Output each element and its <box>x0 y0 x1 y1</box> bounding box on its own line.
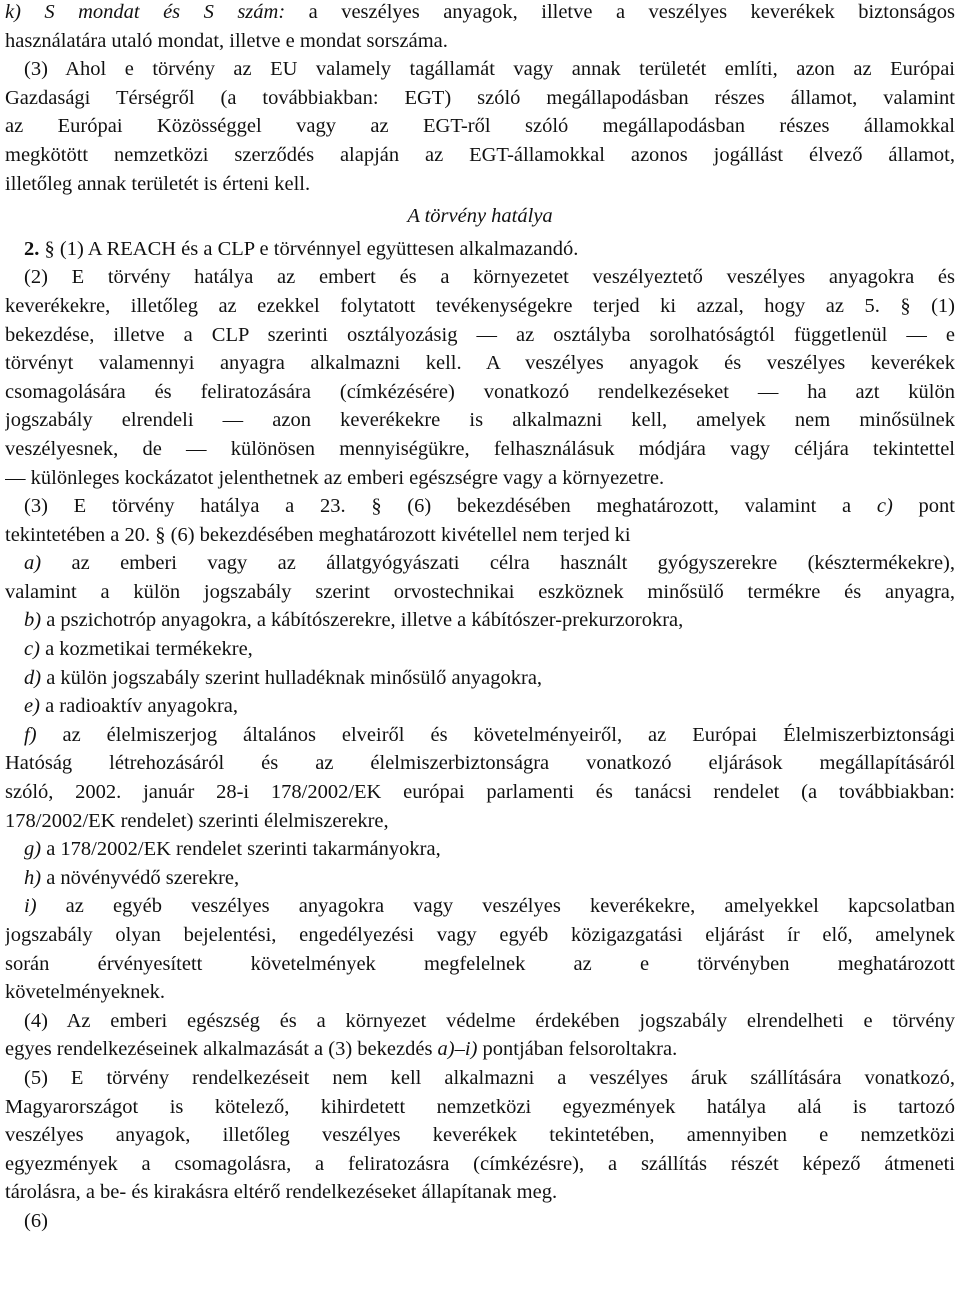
text-segment: (6) <box>24 1209 48 1232</box>
text-line <box>5 807 955 836</box>
text-segment: az élelmiszerjog általános elveiről és követelményeiről, az Európai Élelmiszerbiztonsági <box>36 723 955 746</box>
text-line <box>5 1093 955 1122</box>
text-line <box>5 950 955 979</box>
text-segment: 178/2002/EK rendelet) szerinti élelmiszerekre, <box>5 809 389 832</box>
text-line <box>5 692 955 721</box>
text-line <box>5 55 955 84</box>
text-line <box>5 635 955 664</box>
text-line <box>5 235 955 264</box>
section-heading <box>5 202 955 231</box>
text-line <box>5 464 955 493</box>
text-segment: Magyarországot is kötelező, kihirdetett nemzetközi egyezmények hatálya alá is tartozó <box>5 1095 955 1118</box>
text-segment: illetőleg annak területét is érteni kell. <box>5 172 311 195</box>
text-line <box>5 892 955 921</box>
text-segment: a 178/2002/EK rendelet szerinti takarmányokra, <box>41 838 441 861</box>
text-segment: veszélyesnek, de — különösen mennyiségükre, felhasználásuk módjára vagy céljára tekintettel <box>5 437 955 460</box>
text-segment: (3) Ahol e törvény az EU valamely tagállamát vagy annak területét említi, azon az Európai <box>24 58 955 81</box>
text-segment: e) <box>24 695 40 718</box>
text-segment: (4) Az emberi egészség és a környezet védelme érdekében jogszabály elrendelheti e törvény <box>24 1009 955 1032</box>
text-segment: (3) E törvény hatálya a 23. § (6) bekezdésében meghatározott, valamint a <box>24 495 877 518</box>
text-segment: jogszabály elrendeli — azon keverékekre is alkalmazni kell, amelyek nem minősülnek <box>5 409 955 432</box>
text-line <box>5 263 955 292</box>
text-line <box>5 778 955 807</box>
text-segment: pontjában felsoroltakra. <box>477 1038 678 1061</box>
text-segment: (5) E törvény rendelkezéseit nem kell alkalmazni a veszélyes áruk szállítására vonatkozó, <box>24 1066 955 1089</box>
text-segment: g) <box>24 838 42 861</box>
text-segment: c) <box>24 638 40 661</box>
text-segment: § (1) A REACH és a CLP e törvénnyel együttesen alkalmazandó. <box>39 237 579 260</box>
text-segment: Hatóság létrehozásáról és az élelmiszerbiztonságra vonatkozó eljárások megállapításáról <box>5 752 955 775</box>
text-line <box>5 606 955 635</box>
text-line <box>5 1178 955 1207</box>
text-segment: Gazdasági Térségről (a továbbiakban: EGT) szóló megállapodásban részes államot, valamint <box>5 86 955 109</box>
text-line <box>5 321 955 350</box>
text-segment: a pszichotróp anyagokra, a kábítószerekre, illetve a kábítószer-prekurzorokra, <box>41 609 684 632</box>
text-line <box>5 549 955 578</box>
text-line <box>5 1121 955 1150</box>
text-line <box>5 349 955 378</box>
text-segment: A törvény hatálya <box>407 205 553 228</box>
text-line <box>5 578 955 607</box>
text-line <box>5 435 955 464</box>
text-segment: tekintetében a 20. § (6) bekezdésében meghatározott kivétellel nem terjed ki <box>5 523 631 546</box>
text-segment: követelményeknek. <box>5 981 165 1004</box>
text-segment: használatára utaló mondat, illetve e mondat sorszáma. <box>5 29 448 52</box>
text-segment: — különleges kockázatot jelenthetnek az emberi egészségre vagy a környezetre. <box>5 466 665 489</box>
text-segment: veszélyes anyagok, illetőleg veszélyes keverékek tekintetében, amennyiben e nemzetközi <box>5 1124 955 1147</box>
text-segment: az egyéb veszélyes anyagokra vagy veszélyes keverékekre, amelyekkel kapcsolatban <box>36 895 955 918</box>
text-segment: az emberi vagy az állatgyógyászati célra használt gyógyszerekre (késztermékekre), <box>41 552 955 575</box>
text-line <box>5 978 955 1007</box>
text-segment: c) <box>876 495 893 518</box>
text-segment: bekezdése, illetve a CLP szerinti osztályozásig — az osztályba sorolhatóságtól függetlenül — e <box>5 323 955 346</box>
text-segment: megkötött nemzetközi szerződés alapján az EGT-államokkal azonos jogállást élvező államot, <box>5 143 955 166</box>
text-segment: a külön jogszabály szerint hulladéknak minősülő anyagokra, <box>41 666 543 689</box>
text-line <box>5 141 955 170</box>
text-segment: valamint a külön jogszabály szerint orvostechnikai eszköznek minősülő termékre és anyagra, <box>5 580 955 603</box>
text-segment: d) <box>24 666 42 689</box>
text-segment: csomagolására és feliratozására (címkézésére) vonatkozó rendelkezéseket — ha azt külön <box>5 380 955 403</box>
text-segment: egyezmények a csomagolásra, a feliratozásra (címkézésre), a szállítás részét képező átmeneti <box>5 1152 955 1175</box>
text-segment: tárolásra, a be- és kirakásra eltérő rendelkezéseket állapítanak meg. <box>5 1181 558 1204</box>
text-segment: a növényvédő szerekre, <box>41 866 240 889</box>
text-line <box>5 835 955 864</box>
text-segment: az Európai Közösséggel vagy az EGT-ről szóló megállapodásban részes államokkal <box>5 115 955 138</box>
text-line <box>5 1007 955 1036</box>
text-segment: b) <box>24 609 42 632</box>
text-segment: jogszabály olyan bejelentési, engedélyezési vagy egyéb közigazgatási eljárást ír elő, amelynek <box>5 924 955 946</box>
text-segment: egyes rendelkezéseinek alkalmazását a (3) bekezdés <box>5 1038 438 1061</box>
text-line <box>5 921 955 950</box>
text-segment: a)–i) <box>437 1038 478 1061</box>
text-segment: h) <box>24 866 42 889</box>
text-line <box>5 1035 955 1064</box>
text-line <box>5 378 955 407</box>
text-line <box>5 292 955 321</box>
text-line <box>5 1064 955 1093</box>
text-segment: során érvényesített követelmények megfelelnek az e törvényben meghatározott <box>5 952 955 975</box>
text-line <box>5 864 955 893</box>
text-line <box>5 1207 955 1236</box>
text-line <box>5 27 955 56</box>
text-segment: szóló, 2002. január 28-i 178/2002/EK európai parlamenti és tanácsi rendelet (a továbbiakban: <box>5 781 955 804</box>
text-line <box>5 664 955 693</box>
text-line <box>5 1150 955 1179</box>
text-segment: (2) E törvény hatálya az embert és a környezetet veszélyeztető veszélyes anyagokra és <box>24 266 955 289</box>
document-page <box>5 0 955 1236</box>
text-line <box>5 521 955 550</box>
text-line <box>5 406 955 435</box>
text-line <box>5 721 955 750</box>
text-segment: a) <box>24 552 42 575</box>
text-line <box>5 112 955 141</box>
text-segment: f) <box>24 723 37 746</box>
text-line <box>5 170 955 199</box>
text-line <box>5 0 955 27</box>
text-segment: törvényt valamennyi anyagra alkalmazni kell. A veszélyes anyagok és veszélyes keverékek <box>5 352 955 375</box>
text-segment: a kozmetikai termékekre, <box>39 638 253 661</box>
text-segment: i) <box>24 895 37 918</box>
text-segment: pont <box>892 495 955 518</box>
text-segment: 2. <box>24 237 40 260</box>
text-segment: keverékekre, illetőleg az ezekkel folytatott tevékenységekre terjed ki azzal, hogy az 5. § (1) <box>5 294 955 317</box>
text-segment: a veszélyes anyagok, illetve a veszélyes keverékek biztonságos <box>285 1 955 23</box>
text-line <box>5 749 955 778</box>
text-segment: a radioaktív anyagokra, <box>39 695 239 718</box>
text-line <box>5 84 955 113</box>
text-segment: k) S mondat és S szám: <box>5 1 286 23</box>
text-line <box>5 492 955 521</box>
